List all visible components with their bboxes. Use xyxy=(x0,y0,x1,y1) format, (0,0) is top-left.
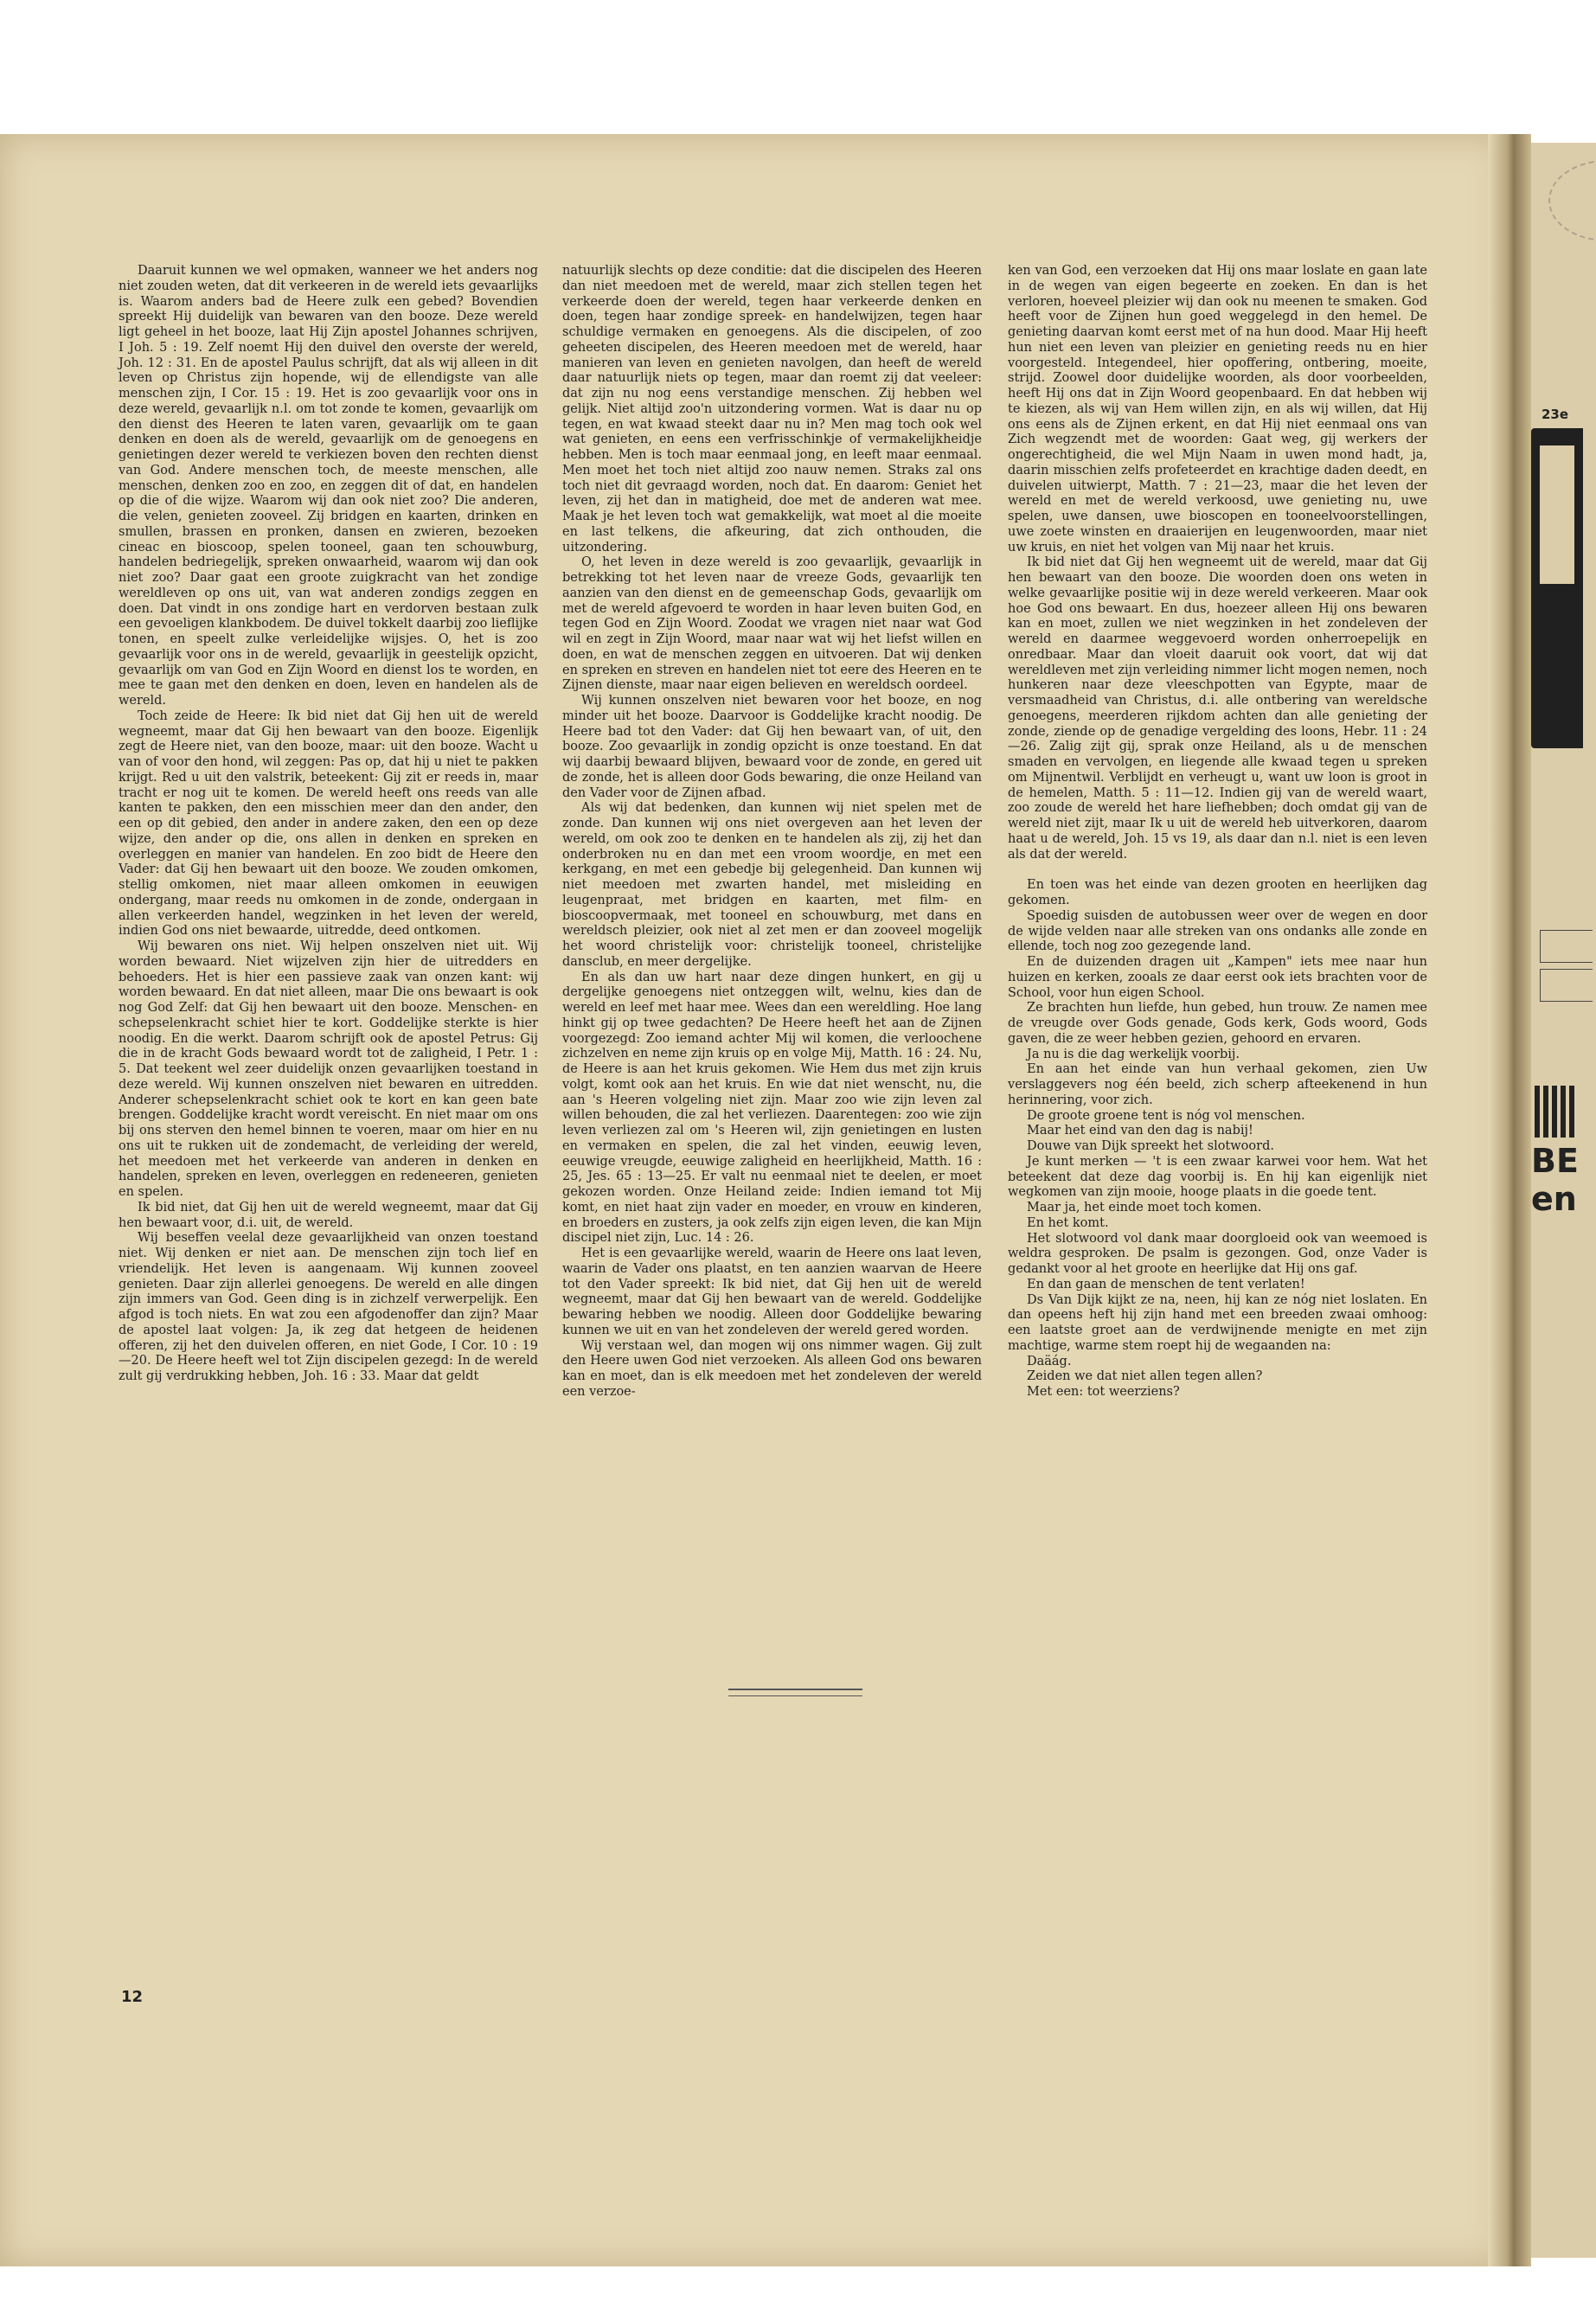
story-paragraph: En het komt. xyxy=(1027,1215,1109,1230)
story-paragraph: Met een: tot weerziens? xyxy=(1027,1385,1180,1399)
paragraph: Daaruit kunnen we wel opmaken, wanneer we het anders nog niet zouden weten, dat dit verkeeren in de wereld iets gevaarlijks is. Waarom anders bad de Heere zulk een gebed? Bovendien spreekt Hij duidelijk van bewaren van den booze. Deze wereld ligt geheel in het booze, laat Hij Zijn apostel Johannes schrijven, I Joh. 5 : 19. Zelf noemt Hij den duivel den overste der wereld, Joh. 12 : 31. En de apostel Paulus schrijft, dat als wij alleen in dit leven op Christus zijn hopende, wij de ellendigste van alle menschen zijn, I Cor. 15 : 19. Het is zoo gevaarlijk voor ons in deze wereld, gevaarlijk n.l. om tot zonde te komen, gevaarlijk om den dienst des Heeren te laten varen, gevaarlijk om te gaan denken en doen als de wereld, gevaarlijk om de genoegens en genietingen dezer wereld te verkiezen boven den rechten dienst van God. Andere menschen toch, de meeste menschen, alle menschen, denken zoo en zoo, en zeggen dit of dat, en handelen op die of die wijze. Waarom wij dan ook niet zoo? Die anderen, die velen, genieten zooveel. Zij bridgen en kaarten, drinken en smullen, brassen en pronken, dansen en zwieren, bezoeken cineac en bioscoop, spelen tooneel, gaan ten schouwburg, handelen bedriegelijk, spreken onwaarheid, waarom wij dan ook niet zoo? Daar gaat een groote zuigkracht van het zondige wereldleven op ons uit, van wat anderen zondigs zeggen en doen. Dat vindt in ons zondige hart en verdorven bestaan zulk een gevoeligen klankbodem. De duivel tokkelt daarbij zoo lieflijke tonen, en speelt zulke verleidelijke wijsjes. O, het is zoo gevaarlijk voor ons in de wereld, gevaarlijk in geestelijk opzicht, gevaarlijk om van God en Zijn Woord en dienst los te worden, en mee te gaan met den denken en doen, leven en handelen als de wereld. xyxy=(119,264,538,708)
story-paragraph: Spoedig suisden de autobussen weer over de wegen en door de wijde velden naar alle streken van ons ondanks alle zonde en ellende, toch nog zoo gezegende land. xyxy=(1008,908,1427,954)
story-paragraph: Daäág. xyxy=(1027,1354,1072,1368)
story-paragraph: Maar ja, het einde moet toch komen. xyxy=(1027,1201,1262,1215)
paragraph: Toch zeide de Heere: Ik bid niet dat Gij hen uit de wereld wegneemt, maar dat Gij hen bewaart van den booze. Eigenlijk zegt de Heere niet, van den booze, maar: uit den booze. Wacht u van of voor den hond, wil zeggen: Pas op, dat hij u niet te pakken krijgt. Red u uit den valstrik, beteekent: Gij zit er reeds in, maar tracht er nog uit te komen. De wereld heeft ons reeds van alle kanten te pakken, den een misschien meer dan den ander, den een op dit gebied, den ander in andere zaken, den een op deze wijze, den ander op die, ons allen in denken en spreken en overleggen en manier van handelen. En zoo bidt de Heere den Vader: dat Gij hen bewaart uit den booze. We zouden omkomen, stellig omkomen, niet maar alleen omkomen in eeuwigen ondergang, maar reeds nu omkomen in de zonde, ondergaan in allen verkeerden handel, wegzinken in het leven der wereld, indien God ons niet bewaarde, uitredde, deed ontkomen. xyxy=(119,708,538,939)
story-paragraph: En toen was het einde van dezen grooten en heerlijken dag gekomen. xyxy=(1008,878,1427,907)
story-paragraph: Het slotwoord vol dank maar doorgloeid ook van weemoed is weldra gesproken. De psalm is gezongen. God, onze Vader is gedankt voor al het groote en heerlijke dat Hij ons gaf. xyxy=(1008,1231,1427,1276)
paragraph: Wij beseffen veelal deze gevaarlijkheid van onzen toestand niet. Wij denken er niet aan. De menschen zijn toch lief en vriendelijk. Het leven is aangenaam. Wij kunnen zooveel genieten. Daar zijn allerlei genoegens. De wereld en alle dingen zijn immers van God. Geen ding is in zichzelf verwerpelijk. Een afgod is toch niets. En wat zou een afgodenoffer dan zijn? Maar de apostel laat volgen: Ja, ik zeg dat hetgeen de heidenen offeren, zij het den duivelen offeren, en niet Gode, I Cor. 10 : 19—20. De Heere heeft wel tot Zijn discipelen gezegd: In de wereld zult gij verdrukking hebben, Joh. 16 : 33. Maar dat geldt xyxy=(119,1231,538,1383)
masthead-logo-cutout xyxy=(1540,445,1574,584)
story-paragraph: En aan het einde van hun verhaal gekomen, zien Uw verslaggevers nog één beeld, zich scherp afteekenend in hun herinnering, voor zich. xyxy=(1008,1062,1427,1107)
paragraph: Ik bid niet, dat Gij hen uit de wereld wegneemt, maar dat Gij hen bewaart voor, d.i. uit, de wereld. xyxy=(119,1200,538,1230)
story-paragraph: En de duizenden dragen uit „Kampen" iets mee naar hun huizen en kerken, zooals ze daar eerst ook iets brachten voor de School, voor hun eigen School. xyxy=(1008,955,1427,1000)
section-divider xyxy=(728,1695,862,1696)
story-paragraph: Ds Van Dijk kijkt ze na, neen, hij kan ze nóg niet loslaten. En dan opeens heft hij zijn hand met een breeden zwaai omhoog: een laatste groet aan de verdwijnende menigte en met zijn machtige, warme stem roept hij de wegaanden na: xyxy=(1008,1292,1427,1353)
story-paragraph: De groote groene tent is nóg vol menschen. xyxy=(1027,1108,1305,1123)
paragraph: Wij kunnen onszelven niet bewaren voor het booze, en nog minder uit het booze. Daarvoor is Goddelijke kracht noodig. De Heere bad tot den Vader: dat Gij hen bewaart van, of uit, den booze. Zoo gevaarlijk in zondig opzicht is onze toestand. En dat wij daarbij bewaard blijven, bewaard voor de zonde, en gered uit de zonde, het is alleen door Gods bewaring, die onze Heiland van den Vader voor de Zijnen afbad. xyxy=(562,694,982,800)
next-page-heading: BE en xyxy=(1531,1142,1579,1218)
next-page-date: 23e xyxy=(1542,407,1569,422)
paragraph: Het is een gevaarlijke wereld, waarin de Heere ons laat leven, waarin de Vader ons plaatst, en ten aanzien waarvan de Heere tot den Vader spreekt: Ik bid niet, dat Gij hen uit de wereld wegneemt, maar dat Gij hen bewaart van de wereld. Goddelijke bewaring hebben we noodig. Alleen door Goddelijke bewaring kunnen we uit en van het zondeleven der wereld gered worden. xyxy=(562,1247,982,1337)
paragraph: natuurlijk slechts op deze conditie: dat die discipelen des Heeren dan niet meedoen met de wereld, maar zich stellen tegen het verkeerde doen der wereld, tegen haar verkeerde denken en doen, tegen haar zondige spreek- en handelwijzen, tegen haar schuldige vermaken en genoegens. Als die discipelen, of zoo geheeten discipelen, des Heeren meedoen met de wereld, haar manieren van leven en genieten navolgen, dan heeft de wereld daar natuurlijk niets op tegen, maar dan roemt zij dat veeleer: dat zijn nu nog eens verstandige menschen. Zij hebben wel gelijk. Niet altijd zoo'n uitzondering vormen. Wat is daar nu op tegen, en wat kwaad steekt daar nu in? Men mag toch ook wel wat genieten, en eens een verfrisschinkje of vermakelijkheidje hebben. Men is toch maar eenmaal jong, en leeft maar eenmaal. Men moet het toch niet altijd zoo nauw nemen. Straks zal ons toch niet dit gevraagd worden, noch dat. En daarom: Geniet het leven, zij het dan in matigheid, doe met de anderen wat mee. Maak je het leven toch wat gemakkelijk, wat moet al die moeite en last telkens, die afkeuring, dat zich onthouden, die uitzondering. xyxy=(562,264,982,554)
info-box xyxy=(1540,969,1593,1002)
paragraph: ken van God, een verzoeken dat Hij ons maar loslate en gaan late in de wegen van eigen begeerte en zoeken. En dan is het verloren, hoeveel pleizier wij dan ook nu meenen te smaken. God heeft voor de Zijnen hun goed weggelegd in den hemel. De genieting daarvan komt eerst met of na hun dood. Maar Hij heeft hun niet een leven van pleizier en genieting reeds nu en hier voorgesteld. Integendeel, hier opoffering, ontbering, moeite, strijd. Zoowel door duidelijke woorden, als door voorbeelden, heeft Hij ons dat in Zijn Woord geopenbaard. En dat hebben wij te kiezen, als wij van Hem willen zijn, en als wij willen, dat Hij ons eens als de Zijnen erkent, en dat Hij niet eenmaal ons van Zich wegzendt met de woorden: Gaat weg, gij werkers der ongerechtigheid, die wel Mijn Naam in uwen mond hadt, ja, daarin misschien zelfs profeteerdet en krachtige daden deedt, en duivelen uitwierpt, Matth. 7 : 21—23, maar die het leven der wereld en met de wereld verkoosd, uwe genieting nu, uwe spelen, uwe dansen, uwe bioscopen en tooneelvoorstellingen, uwe zoete winsten en draaierijen en leugenwoorden, maar niet uw kruis, en niet het volgen van Mij naar het kruis. xyxy=(1008,264,1427,554)
section-divider xyxy=(728,1689,862,1690)
story-paragraph: Douwe van Dijk spreekt het slotwoord. xyxy=(1027,1139,1274,1153)
text-column-middle xyxy=(562,264,982,1400)
paragraph: Als wij dat bedenken, dan kunnen wij niet spelen met de zonde. Dan kunnen wij ons niet overgeven aan het leven der wereld, om ook zoo te denken en te handelen als zij, zij het dan onderbroken nu en dan met een vroom woordje, en met een kerkgang, en met een gebedje bij gelegenheid. Dan kunnen wij niet meedoen met zwarten handel, met misleiding en leugenpraat, met bridgen en kaarten, met film- en bioscoopvermaak, met tooneel en schouwburg, met dans en wereldsch pleizier, ook niet al zet men er dan zooveel mogelijk het woord christelijk voor: christelijk tooneel, christelijke dansclub, en meer dergelijke. xyxy=(562,801,982,969)
paragraph: Wij bewaren ons niet. Wij helpen onszelven niet uit. Wij worden bewaard. Niet wijzelven zijn hier de uitredders en behoeders. Het is hier een passieve zaak van onzen kant: wij worden bewaard. En dat niet alleen, maar Die ons bewaart is ook nog God Zelf: dat Gij hen bewaart uit den booze. Menschen- en schepselenkracht schiet hier te kort. Goddelijke sterkte is hier noodig. En die werkt. Daarom schrijft ook de apostel Petrus: Gij die in de kracht Gods bewaard wordt tot de zaligheid, I Petr. 1 : 5. Dat teekent wel zeer duidelijk onzen gevaarlijken toestand in deze wereld. Wij kunnen onszelven niet bewaren en uitredden. Anderer schepselenkracht schiet ook te kort en kan geen bate brengen. Goddelijke kracht wordt vereischt. En niet maar om ons bij ons sterven den hemel binnen te voeren, maar om hier en nu ons uit te rukken uit de zondemacht, de verleiding der wereld, het meedoen met het verkeerde van anderen in denken en handelen, spreken en leven, overleggen en redeneeren, genieten en spelen. xyxy=(119,939,538,1199)
page-gutter xyxy=(1488,134,1531,2266)
story-paragraph: Ja nu is die dag werkelijk voorbij. xyxy=(1027,1047,1240,1061)
story-paragraph: Zeiden we dat niet allen tegen allen? xyxy=(1027,1369,1263,1384)
text-column-left xyxy=(119,264,538,1385)
story-paragraph: Maar het eind van den dag is nabij! xyxy=(1027,1124,1253,1138)
paragraph-gap xyxy=(1008,862,1427,878)
text-column-right xyxy=(1008,264,1427,1400)
story-paragraph: Ze brachten hun liefde, hun gebed, hun trouw. Ze namen mee de vreugde over Gods genade, Gods kerk, Gods woord, Gods gaven, die ze weer hebben gezien, gehoord en ervaren. xyxy=(1008,1001,1427,1046)
page-number: 12 xyxy=(121,1988,144,2006)
paragraph: Ik bid niet dat Gij hen wegneemt uit de wereld, maar dat Gij hen bewaart van den booze. Die woorden doen ons weten in welke gevaarlijke positie wij in deze wereld verkeeren. Maar ook hoe God ons bewaart. En dus, hoezeer alleen Hij ons bewaren kan en moet, zullen we niet wegzinken in het zondeleven der wereld en daarmee weggevoerd worden onherroepelijk en onredbaar. Maar dan vloeit daaruit ook voort, dat wij dat wereldleven met zijn verleiding nimmer licht mogen nemen, noch hunkeren naar deze vleeschpotten van Egypte, maar de versmaadheid van Christus, d.i. alle ontbering van wereldsche genoegens, meerderen rijkdom achten dan alle genieting der zonde, ziende op de genadige vergelding des loons, Hebr. 11 : 24—26. Zalig zijt gij, sprak onze Heiland, als u de menschen smaden en vervolgen, en liegende alle kwaad tegen u spreken om Mijnentwil. Verblijdt en verheugt u, want uw loon is groot in de hemelen, Matth. 5 : 11—12. Indien gij van de wereld waart, zoo zoude de wereld het hare liefhebben; doch omdat gij van de wereld niet zijt, maar Ik u uit de wereld heb uitverkoren, daarom haat u de wereld, Joh. 15 vs 19, als daar dan n.l. niet is een leven als dat der wereld. xyxy=(1008,555,1427,862)
paragraph: O, het leven in deze wereld is zoo gevaarlijk, gevaarlijk in betrekking tot het leven naar de vreeze Gods, gevaarlijk ten aanzien van den dienst en de gemeenschap Gods, gevaarlijk om met de wereld afgevoerd te worden in haar leven buiten God, en tegen God en Zijn Woord. Zoodat we vragen niet naar wat God wil en zegt in Zijn Woord, maar naar wat wij het liefst willen en doen, en wat de menschen zeggen en uitvoeren. Dat wij denken en spreken en streven en handelen niet tot eere des Heeren en te Zijnen dienste, maar naar eigen believen en wereldsch oordeel. xyxy=(562,555,982,693)
story-paragraph: Je kunt merken — 't is een zwaar karwei voor hem. Wat het beteekent dat deze dag voorbij is. En hij kan eigenlijk niet wegkomen van zijn mooie, hooge plaats in die goede tent. xyxy=(1008,1154,1427,1200)
masthead-logo-icon xyxy=(1531,428,1583,748)
library-stamp-icon xyxy=(1548,160,1596,241)
info-box xyxy=(1540,930,1593,963)
paragraph: En als dan uw hart naar deze dingen hunkert, en gij u dergelijke genoegens niet ontzeggen wilt, welnu, kies dan de wereld en leef met haar mee. Wees dan een wereldling. Hoe lang hinkt gij op twee gedachten? De Heere heeft het aan de Zijnen voorgezegd: Zoo iemand achter Mij wil komen, die verloochene zichzelven en neme zijn kruis op en volge Mij, Matth. 16 : 24. Nu, de Heere is aan het kruis gekomen. Wie Hem dus met zijn kruis volgt, komt ook aan het kruis. En wie dat niet wenscht, nu, die aan 's Heeren volgeling niet zijn. Maar zoo wie zijn leven zal willen behouden, die zal het verliezen. Daarentegen: zoo wie zijn leven verliezen zal om 's Heeren wil, zijn genietingen en lusten en vermaken en spelen, die zal het vinden, eeuwig leven, eeuwige vreugde, eeuwige zaligheid en heerlijkheid, Matth. 16 : 25, Jes. 65 : 13—25. Er valt nu eenmaal niet te deelen, er moet gekozen worden. Onze Heiland zeide: Indien iemand tot Mij komt, en niet haat zijn vader en moeder, en vrouw en kinderen, en broeders en zusters, ja ook zelfs zijn eigen leven, die kan Mijn discipel niet zijn, Luc. 14 : 26. xyxy=(562,970,982,1246)
paragraph: Wij verstaan wel, dan mogen wij ons nimmer wagen. Gij zult den Heere uwen God niet verzoeken. Als alleen God ons bewaren kan en moet, dan is elk meedoen met het zondeleven der wereld een verzoe- xyxy=(562,1338,982,1399)
story-paragraph: En dan gaan de menschen de tent verlaten! xyxy=(1027,1277,1305,1292)
heading-illustration-icon xyxy=(1535,1086,1578,1138)
next-page-fragment xyxy=(1531,143,1596,2258)
